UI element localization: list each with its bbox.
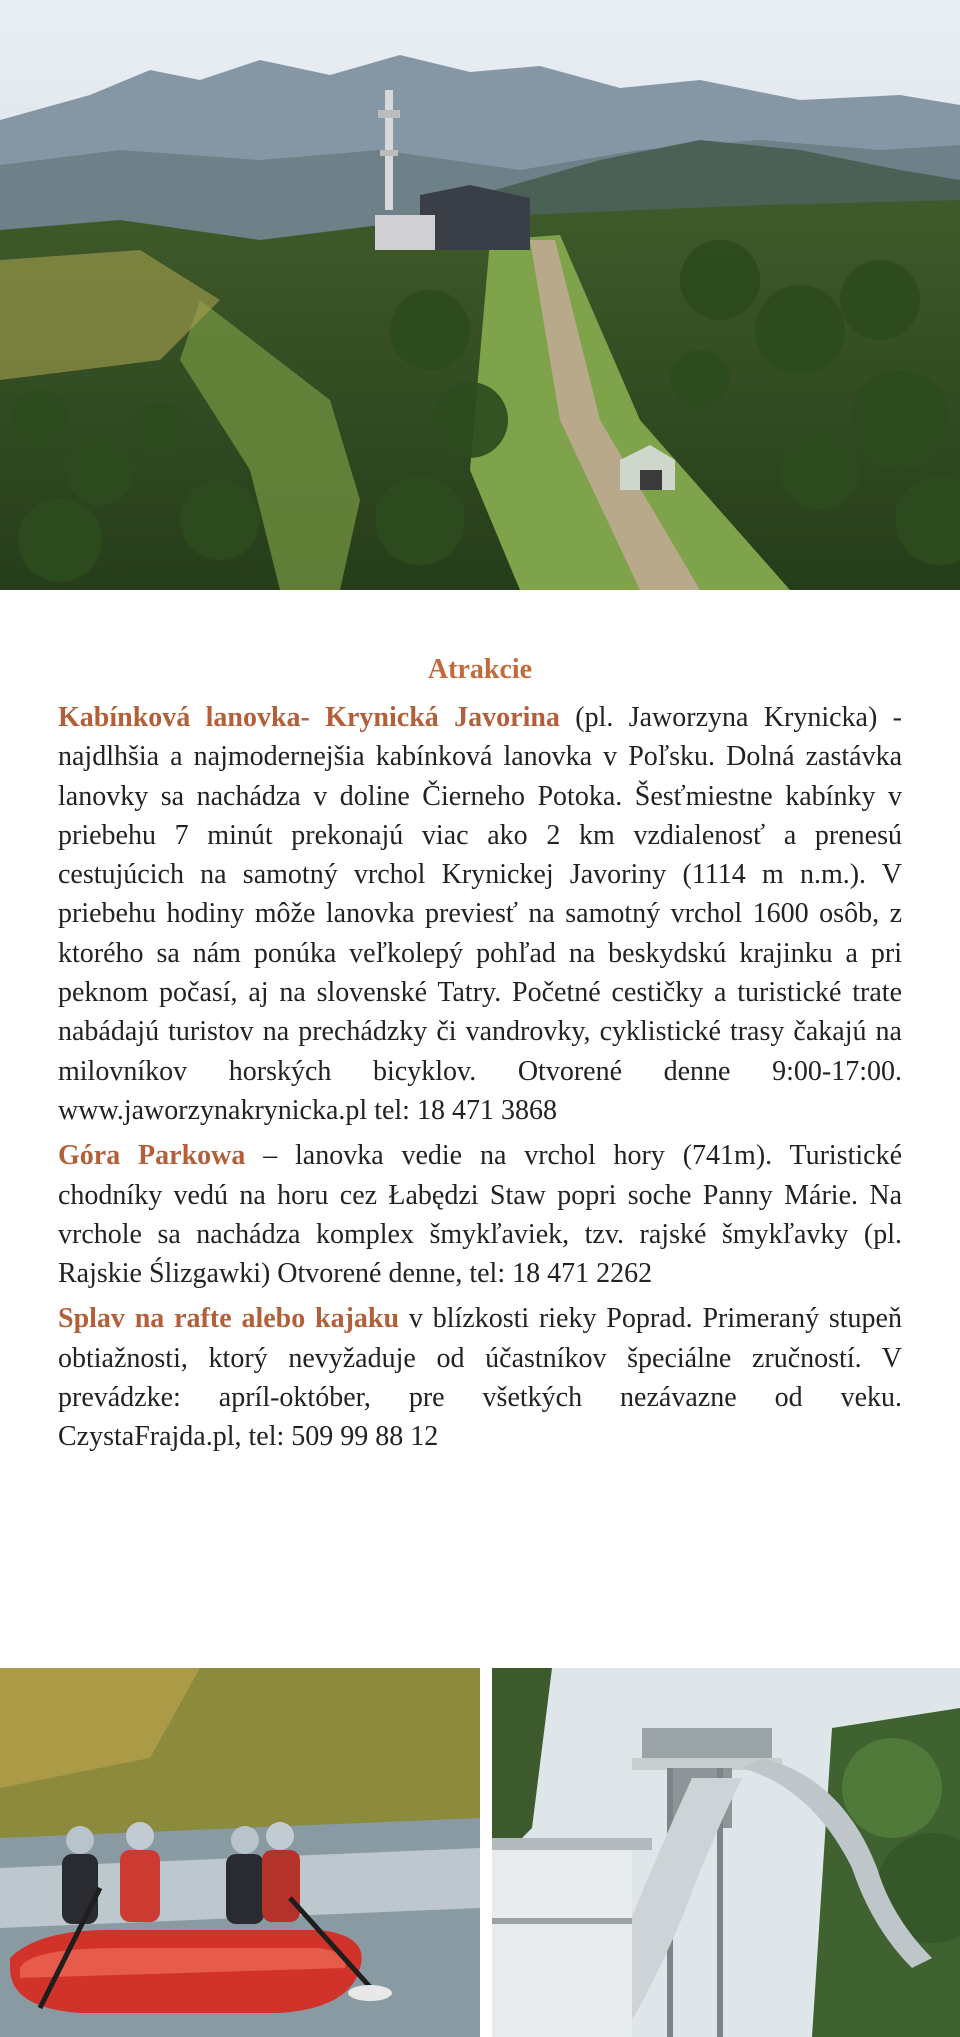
slides-tower-image (492, 1668, 960, 2037)
attraction-name: Kabínková lanovka- Krynická Javorina (58, 702, 560, 733)
mountain-landscape-image (0, 0, 960, 590)
attraction-gora-parkowa (58, 1136, 902, 1293)
attraction-description: – lanovka vedie na vrchol hory (741m). Turistické chodníky vedú na horu cez Łabędzi Staw popri soche Panny Márie. Na vrchole sa nachádza komplex šmykľaviek, tzv. rajské šmykľavky (pl. Rajskie Ślizgawki) Otvorené denne, tel: 18 471 2262 (58, 1140, 902, 1290)
hero-photo-mountain (0, 0, 960, 590)
bottom-photos (0, 1668, 960, 2037)
attraction-name: Splav na rafte alebo kajaku (58, 1303, 400, 1335)
slides-photo (492, 1668, 960, 2037)
attraction-description: v blízkosti rieky Poprad. Primeraný stupeň obtiažnosti, ktorý nevyžaduje od účastníkov špeciálne zručností. V prevádzke: apríl-október, pre všetkých nezávazne od veku. CzystaFrajda.pl, tel: 509 99 88 12 (58, 1303, 902, 1453)
attraction-name: Góra Parkowa (58, 1140, 246, 1172)
rafting-photo (0, 1668, 480, 2037)
rafting-image (0, 1668, 480, 2037)
attractions-section (58, 650, 902, 1463)
attraction-description: (pl. Jaworzyna Krynicka) - najdlhšia a najmodernejšia kabínková lanovka v Poľsku. Dolná zastávka lanovky sa nachádza v doline Čierneho Potoka. Šesťmiestne kabínky v priebehu 7 minút prekonajú viac ako 2 km vzdialenosť a prenesú cestujúcich na samotný vrchol Krynickej Javoriny (1114 m n.m.). V priebehu hodiny môže lanovka previesť na samotný vrchol 1600 osôb, z ktorého sa nám ponúka veľkolepý pohľad na beskydskú krajinku a pri peknom počasí, aj na slovenské Tatry. Početné cestičky a turistické trate nabádajú turistov na prechádzky či vandrovky, cyklistické trasy čakajú na milovníkov horských bicyklov. Otvorené denne 9:00-17:00. www.jaworzynakrynicka.pl tel: 18 471 3868 (58, 702, 902, 1126)
attraction-rafting (58, 1299, 902, 1456)
section-title: Atrakcie (427, 654, 533, 685)
attraction-cable-car (58, 698, 902, 1130)
